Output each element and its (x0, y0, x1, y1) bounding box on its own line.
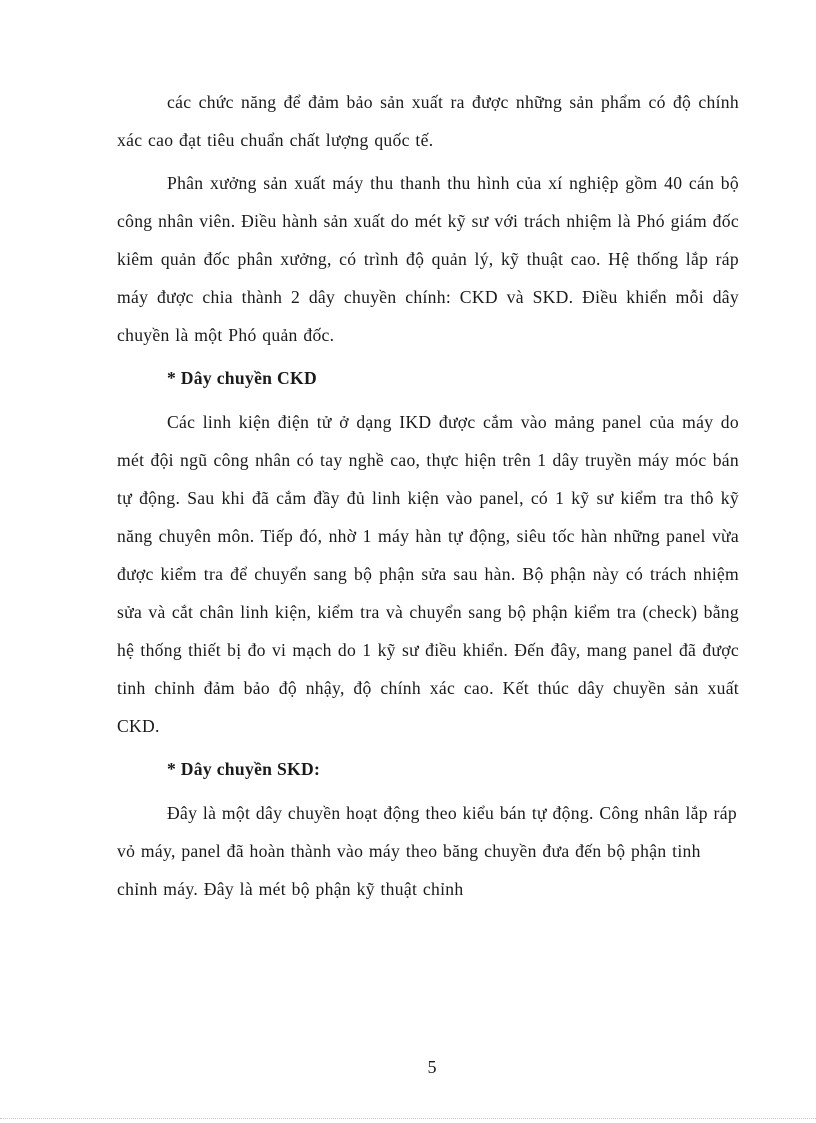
heading-skd-line: * Dây chuyền SKD: (167, 759, 321, 779)
page-bottom-divider (0, 1118, 816, 1119)
page-body (117, 83, 739, 913)
paragraph-workshop: Phân xưởng sản xuất máy thu thanh thu hình của xí nghiệp gồm 40 cán bộ công nhân viên. Điều hành sản xuất do mét kỹ sư với trách nhiệm là Phó giám đốc kiêm quản đốc phân xưởng, có trình độ quản lý, kỹ thuật cao. Hệ thống lắp ráp máy được chia thành 2 dây chuyền chính: CKD và SKD. Điều khiển mỗi dây chuyền là một Phó quản đốc. (117, 173, 739, 345)
heading-ckd-line: * Dây chuyền CKD (167, 368, 317, 388)
paragraph-ckd-process: Các linh kiện điện tử ở dạng IKD được cắm vào mảng panel của máy do mét đội ngũ công nhân có tay nghề cao, thực hiện trên 1 dây truyền máy móc bán tự động. Sau khi đã cắm đầy đủ linh kiện vào panel, có 1 kỹ sư kiểm tra thô kỹ năng chuyên môn. Tiếp đó, nhờ 1 máy hàn tự động, siêu tốc hàn những panel vừa được kiểm tra để chuyển sang bộ phận sửa sau hàn. Bộ phận này có trách nhiệm sửa và cắt chân linh kiện, kiểm tra và chuyển sang bộ phận kiểm tra (check) bằng hệ thống thiết bị đo vi mạch do 1 kỹ sư điều khiển. Đến đây, mang panel đã được tinh chỉnh đảm bảo độ nhậy, độ chính xác cao. Kết thúc dây chuyền sản xuất CKD. (117, 412, 739, 736)
paragraph-skd-process: Đây là một dây chuyền hoạt động theo kiểu bán tự động. Công nhân lắp ráp vỏ máy, panel đã hoàn thành vào máy theo băng chuyền đưa đến bộ phận tinh chỉnh máy. Đây là mét bộ phận kỹ thuật chỉnh (117, 803, 737, 899)
page-number: 5 (427, 1057, 437, 1077)
paragraph-continuation: các chức năng để đảm bảo sản xuất ra được những sản phẩm có độ chính xác cao đạt tiêu chuẩn chất lượng quốc tế. (117, 92, 739, 150)
